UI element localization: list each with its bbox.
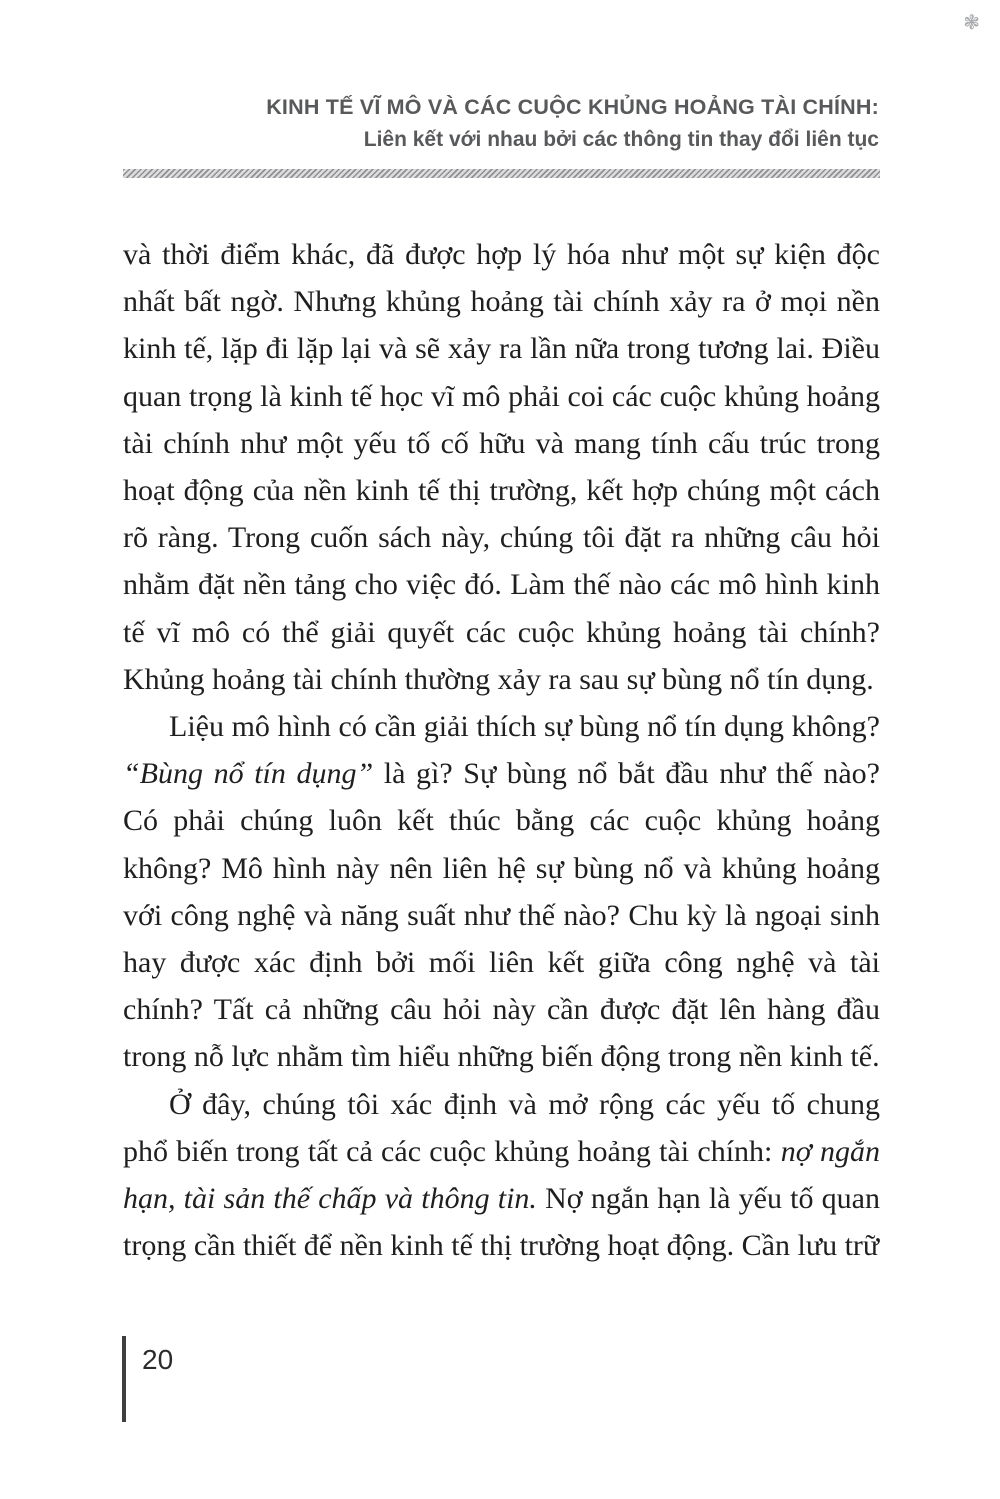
paragraph-2-italic: “Bùng nổ tín dụng” — [123, 757, 374, 791]
paragraph-3 — [123, 1081, 880, 1270]
paragraph-2 — [123, 703, 880, 1081]
paragraph-1 — [123, 231, 880, 703]
page-number: 20 — [142, 1344, 174, 1375]
paragraph-2-rest: là gì? Sự bùng nổ bắt đầu như thế nào? Có phải chúng luôn kết thúc bằng các cuộc khủng hoảng không? Mô hình này nên liên hệ sự bùng nổ và khủng hoảng với công nghệ và năng suất như thế nào? Chu kỳ là ngoại sinh hay được xác định bởi mối liên kết giữa công nghệ và tài chính? Tất cả những câu hỏi này cần được đặt lên hàng đầu trong nỗ lực nhằm tìm hiểu những biến động trong nền kinh tế. — [123, 757, 880, 1074]
body-text — [123, 231, 880, 1269]
paragraph-1-text: và thời điểm khác, đã được hợp lý hóa như một sự kiện độc nhất bất ngờ. Nhưng khủng hoảng tài chính xảy ra ở mọi nền kinh tế, lặp đi lặp lại và sẽ xảy ra lần nữa trong tương lai. Điều quan trọng là kinh tế học vĩ mô phải coi các cuộc khủng hoảng tài chính như một yếu tố cố hữu và mang tính cấu trúc trong hoạt động của nền kinh tế thị trường, kết hợp chúng một cách rõ ràng. Trong cuốn sách này, chúng tôi đặt ra những câu hỏi nhằm đặt nền tảng cho việc đó. Làm thế nào các mô hình kinh tế vĩ mô có thể giải quyết các cuộc khủng hoảng tài chính? Khủng hoảng tài chính thường xảy ra sau sự bùng nổ tín dụng. — [123, 238, 880, 696]
paragraph-3-lead: Ở đây, chúng tôi xác định và mở rộng các yếu tố chung phổ biến trong tất cả các cuộc khủng hoảng tài chính: — [123, 1087, 880, 1168]
corner-ornament-icon: ❃ — [963, 10, 980, 34]
running-header — [120, 94, 879, 153]
running-header-subtitle: Liên kết với nhau bởi các thông tin thay đổi liên tục — [363, 128, 879, 151]
hatched-divider — [123, 169, 880, 178]
page-number-rule — [122, 1336, 126, 1422]
paragraph-2-lead: Liệu mô hình có cần giải thích sự bùng nổ tín dụng không? — [169, 710, 880, 744]
paragraph-3-italic: nợ ngắn hạn, tài sản thế chấp và thông tin. — [123, 1134, 880, 1216]
paragraph-3-rest: Nợ ngắn hạn là yếu tố quan trọng cần thiết để nền kinh tế thị trường hoạt động. Cần lưu trữ — [123, 1182, 880, 1263]
running-header-title: KINH TẾ VĨ MÔ VÀ CÁC CUỘC KHỦNG HOẢNG TÀI CHÍNH: — [266, 95, 879, 119]
